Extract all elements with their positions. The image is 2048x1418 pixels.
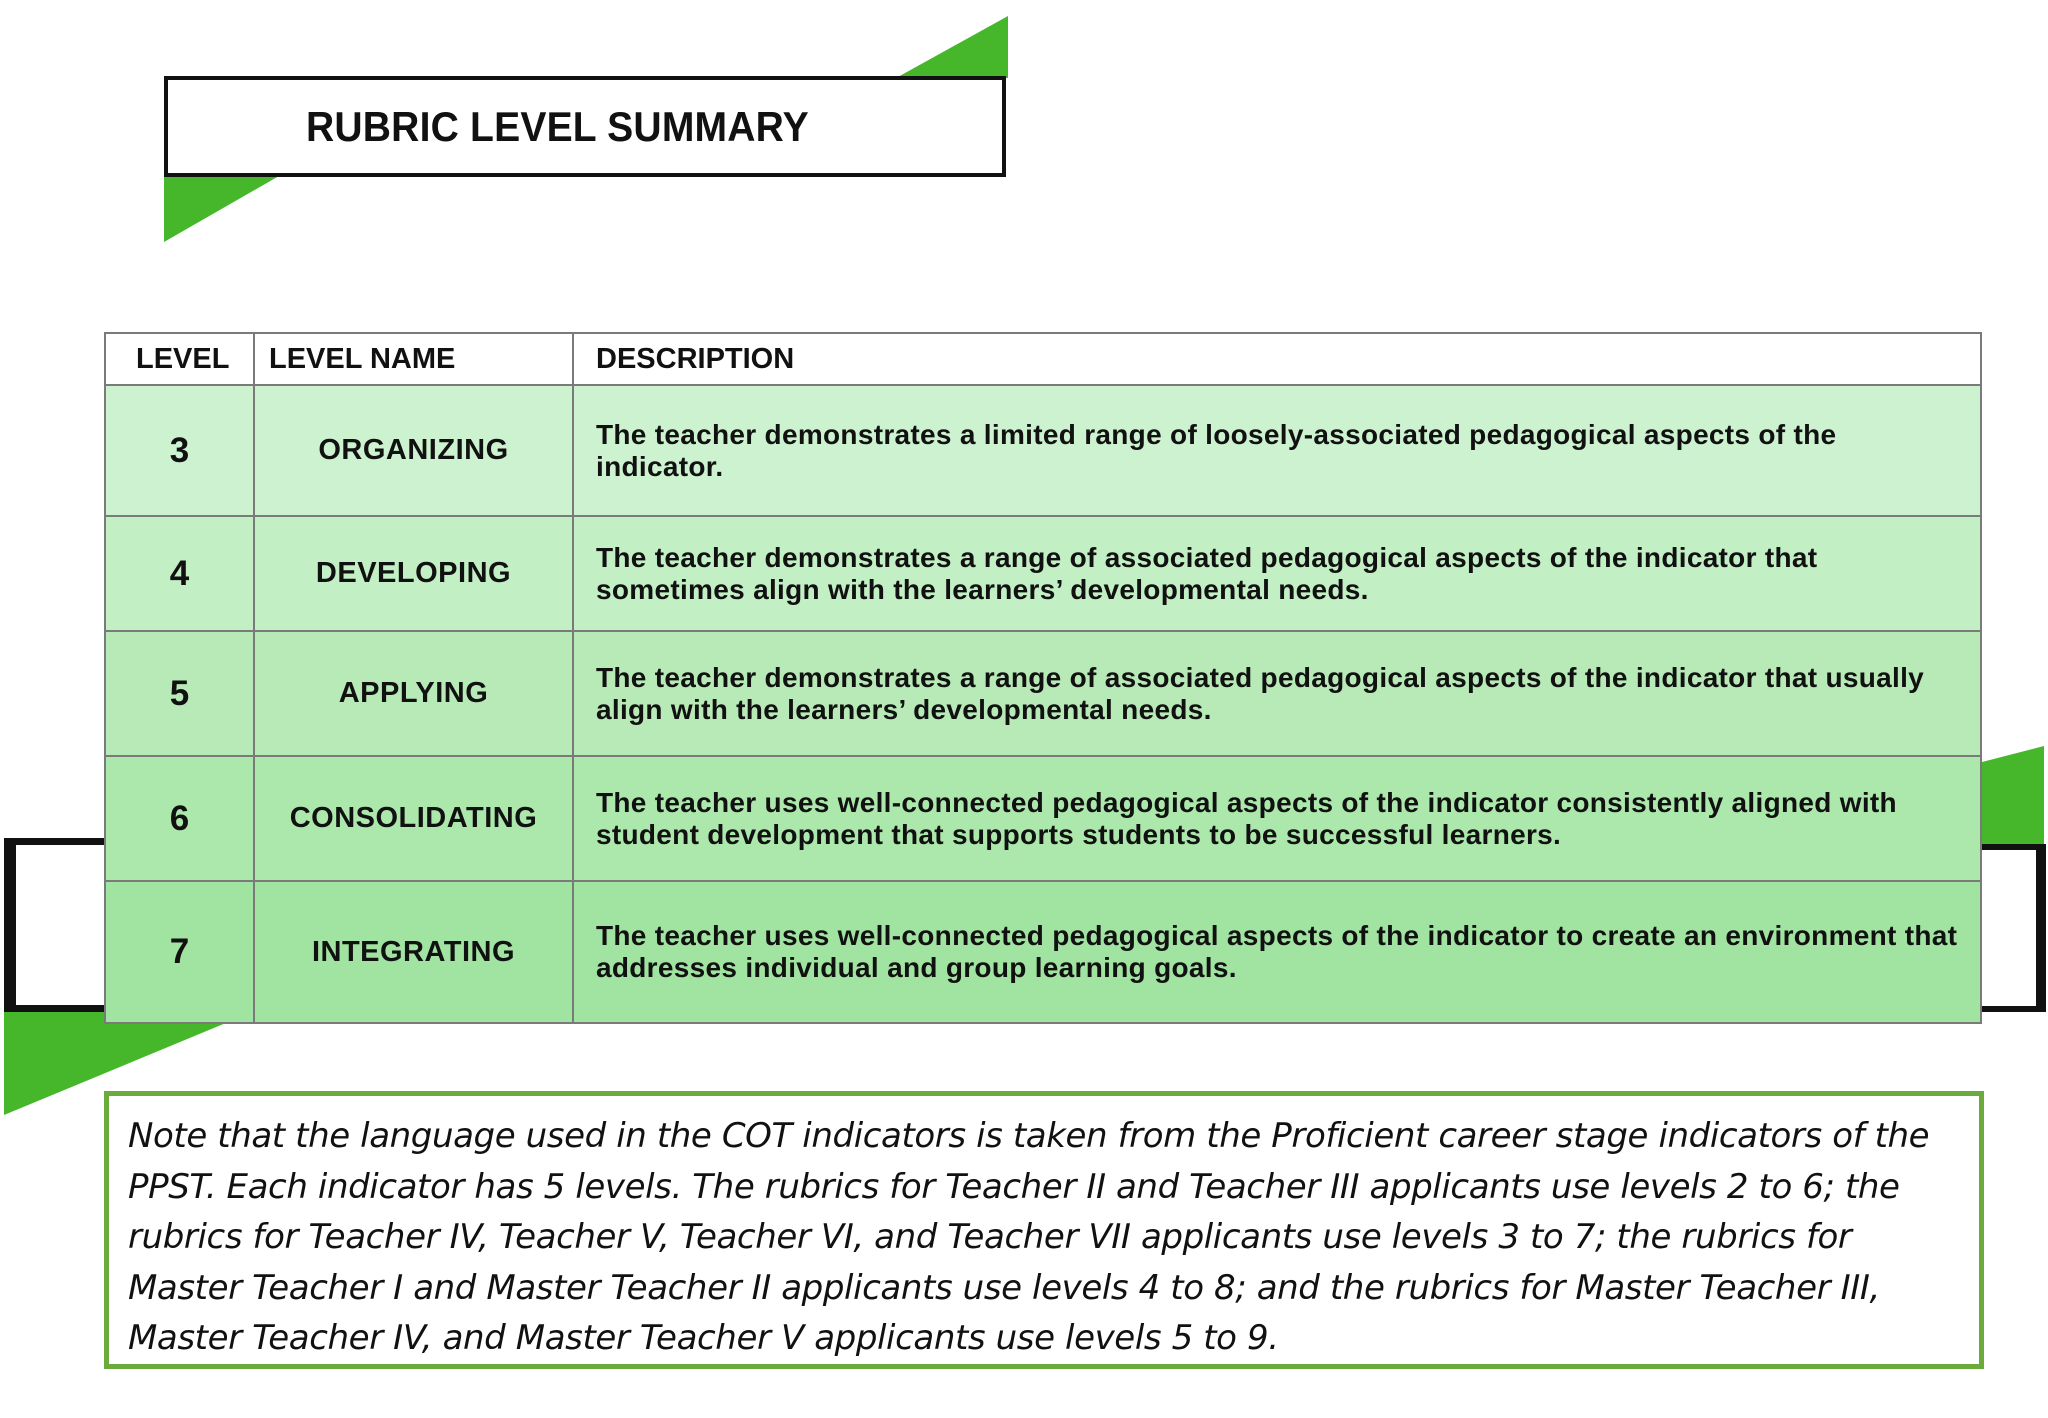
- level-name: CONSOLIDATING: [254, 756, 573, 881]
- right-green-triangle: [1982, 746, 2044, 850]
- level-description: The teacher uses well-connected pedagogical aspects of the indicator to create an environment that addresses individual and group learning goals.: [573, 881, 1981, 1023]
- table-header-row: [105, 333, 1981, 385]
- header-level-name: LEVEL NAME: [254, 333, 573, 385]
- level-number: 6: [105, 756, 254, 881]
- header-description: DESCRIPTION: [573, 333, 1981, 385]
- level-number: 7: [105, 881, 254, 1023]
- page-title: RUBRIC LEVEL SUMMARY: [306, 102, 809, 150]
- right-bracket-bar: [2036, 844, 2046, 1012]
- level-description: The teacher uses well-connected pedagogical aspects of the indicator consistently aligned with student development that supports students to be successful learners.: [573, 756, 1981, 881]
- table-row: [105, 756, 1981, 881]
- level-name: APPLYING: [254, 631, 573, 756]
- title-lower-green-triangle: [164, 172, 286, 242]
- left-bracket-bar: [4, 838, 16, 1012]
- table-row: [105, 631, 1981, 756]
- title-banner: [164, 76, 1006, 177]
- table-row: [105, 516, 1981, 631]
- table-row: [105, 881, 1981, 1023]
- level-number: 5: [105, 631, 254, 756]
- note-text: Note that the language used in the COT indicators is taken from the Proficient career stage indicators of the PPST. Each indicator has 5 levels. The rubrics for Teacher II and Teacher III applicants use levels 2 to 6; the rubrics for Teacher IV, Teacher V, Teacher VI, and Teacher VII applicants use levels 3 to 7; the rubrics for Master Teacher I and Master Teacher II applicants use levels 4 to 8; and the rubrics for Master Teacher III, Master Teacher IV, and Master Teacher V applicants use levels 5 to 9.: [128, 1116, 1930, 1358]
- table-row: [105, 385, 1981, 516]
- level-name: INTEGRATING: [254, 881, 573, 1023]
- level-name: DEVELOPING: [254, 516, 573, 631]
- level-name: ORGANIZING: [254, 385, 573, 516]
- level-number: 4: [105, 516, 254, 631]
- note-box: [104, 1091, 1984, 1369]
- right-bracket-top: [1980, 844, 2046, 850]
- left-bracket-bottom: [4, 1005, 104, 1012]
- level-number: 3: [105, 385, 254, 516]
- right-bracket-bottom: [1980, 1006, 2046, 1012]
- level-description: The teacher demonstrates a limited range of loosely-associated pedagogical aspects of the indicator.: [573, 385, 1981, 516]
- header-level: LEVEL: [105, 333, 254, 385]
- level-description: The teacher demonstrates a range of associated pedagogical aspects of the indicator that sometimes align with the learners’ developmental needs.: [573, 516, 1981, 631]
- level-description: The teacher demonstrates a range of associated pedagogical aspects of the indicator that usually align with the learners’ developmental needs.: [573, 631, 1981, 756]
- top-green-triangle: [896, 16, 1008, 78]
- rubric-table: [104, 332, 1982, 1024]
- left-bracket-top: [4, 838, 104, 845]
